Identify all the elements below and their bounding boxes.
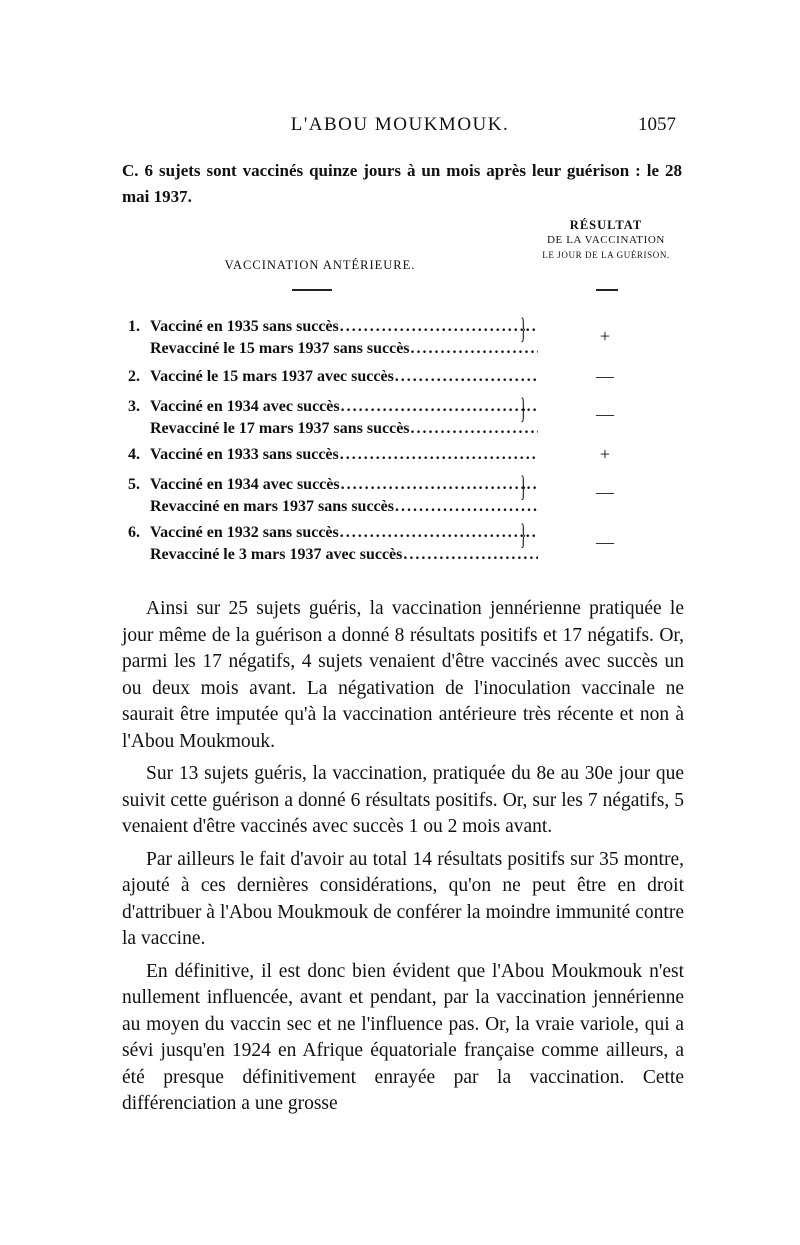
column-heading-left: VACCINATION ANTÉRIEURE. (224, 258, 416, 272)
result-mark: — (596, 366, 614, 386)
entry-line (128, 338, 538, 360)
entry-number: 5. (128, 476, 140, 493)
entry-number: 4. (128, 446, 140, 463)
body-paragraph: Ainsi sur 25 sujets guéris, la vaccination jennérienne pratiquée le jour même de la guérison a donné 8 résultats positifs et 17 négatifs. Or, parmi les 17 négatifs, 4 sujets venaient d'être vaccinés avec succès un ou deux mois avant. La négativation de l'inoculation vaccinale ne saurait être imputée qu'à la vaccination antérieure très récente et non à l'Abou Moukmouk. (122, 598, 684, 752)
entry-text: Revacciné le 3 mars 1937 avec succès (150, 546, 403, 563)
entry-line (128, 496, 538, 518)
body-paragraph: Par ailleurs le fait d'avoir au total 14 résultats positifs sur 35 montre, ajouté à ces dernières considérations, qu'on ne peut être en droit d'attribuer à l'Abou Moukmouk de conférer la moindre immunité contre la vaccine. (122, 848, 684, 949)
dot-leader (340, 474, 538, 496)
entry-number: 2. (128, 368, 140, 385)
vaccination-table (0, 0, 800, 600)
entry-line (128, 444, 538, 466)
brace: } (520, 392, 527, 425)
dot-leader (339, 522, 538, 544)
entry-text: Vacciné en 1932 sans succès (150, 524, 339, 541)
entry-text: Vacciné en 1935 sans succès (150, 318, 339, 335)
table-entry (128, 366, 538, 388)
entry-line (128, 316, 538, 338)
result-mark: + (599, 326, 611, 346)
brace: } (520, 518, 527, 551)
dot-leader (339, 444, 538, 466)
entry-text: Vacciné en 1934 avec succès (150, 398, 340, 415)
body-text (122, 596, 684, 1124)
running-title: L'ABOU MOUKMOUK. (290, 114, 510, 135)
entry-line (128, 522, 538, 544)
dot-leader (394, 366, 538, 388)
dot-leader (394, 496, 538, 518)
entry-text: Revacciné en mars 1937 sans succès (150, 498, 394, 515)
entry-text: Revacciné le 15 mars 1937 sans succès (150, 340, 410, 357)
entry-line (128, 366, 538, 388)
entry-line (128, 396, 538, 418)
dot-leader (410, 418, 538, 440)
entry-text: Revacciné le 17 mars 1937 sans succès (150, 420, 410, 437)
dot-leader (410, 338, 538, 360)
brace: } (520, 312, 527, 345)
dot-leader (402, 544, 538, 566)
body-paragraph: En définitive, il est donc bien évident que l'Abou Moukmouk n'est nullement influencée, avant et pendant, par la vaccination jennérienne au moyen du vaccin sec et ne l'influence pas. Or, la vraie variole, qui a sévi jusqu'en 1924 en Afrique équatoriale française comme ailleurs, a été presque définitivement enrayée par la vaccination. Cette différenciation a une grosse (122, 960, 684, 1114)
dot-leader (339, 316, 538, 338)
column-heading-right-line: RÉSULTAT (569, 218, 643, 232)
entry-number: 1. (128, 318, 140, 335)
page-number: 1057 (638, 114, 676, 135)
brace: } (520, 470, 527, 503)
result-mark: + (599, 444, 611, 464)
table-entry (128, 470, 538, 518)
body-paragraph: Sur 13 sujets guéris, la vaccination, pratiquée du 8e au 30e jour que suivit cette guérison a donné 6 résultats positifs. Or, sur les 7 négatifs, 5 venaient d'être vaccinés avec succès 1 ou 2 mois avant. (122, 763, 684, 837)
entry-text: Vacciné en 1933 sans succès (150, 446, 339, 463)
result-mark: — (596, 482, 614, 502)
dot-leader (340, 396, 538, 418)
intro-paragraph: C. 6 sujets sont vaccinés quinze jours à un mois après leur guérison : le 28 mai 1937. (122, 161, 682, 206)
result-mark: — (596, 532, 614, 552)
entry-line (128, 544, 538, 566)
table-entry (128, 312, 538, 360)
entry-text: Vacciné le 15 mars 1937 avec succès (150, 368, 394, 385)
entry-line (128, 474, 538, 496)
entry-number: 3. (128, 398, 140, 415)
column-heading-right-line: DE LA VACCINATION (547, 234, 665, 246)
result-mark: — (596, 404, 614, 424)
entry-number: 6. (128, 524, 140, 541)
column-heading-right-line: LE JOUR DE LA GUÉRISON. (542, 250, 670, 260)
table-entry (128, 392, 538, 440)
entry-line (128, 418, 538, 440)
table-entry (128, 518, 538, 566)
table-entry (128, 444, 538, 466)
entry-text: Vacciné en 1934 avec succès (150, 476, 340, 493)
